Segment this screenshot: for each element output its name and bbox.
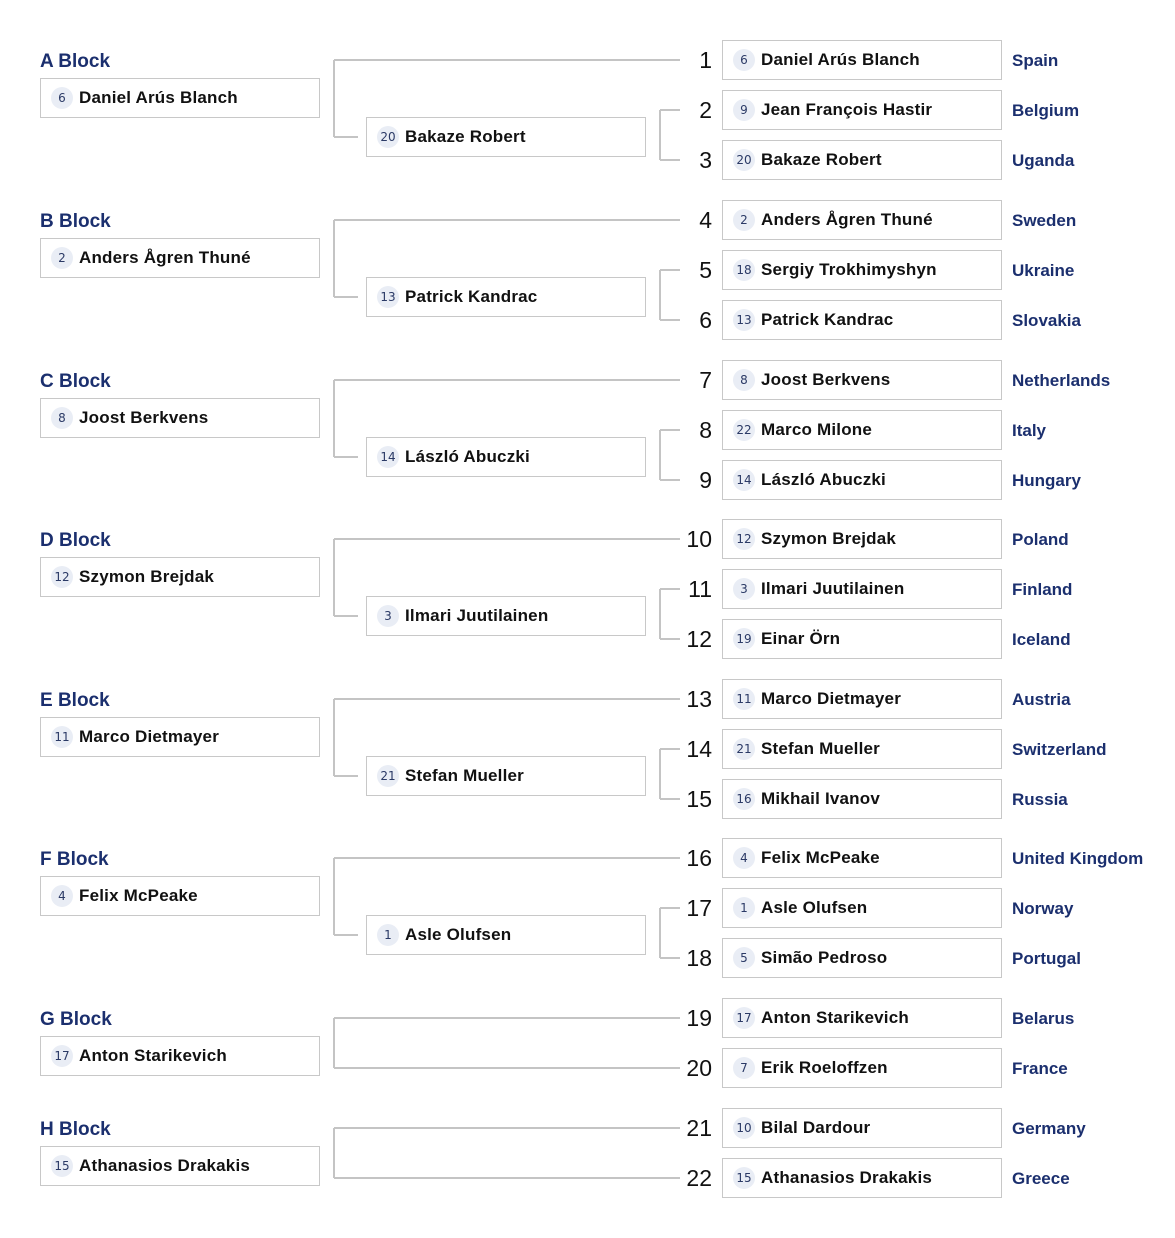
slot-number: 2 bbox=[699, 97, 712, 123]
seed-badge: 17 bbox=[733, 1007, 755, 1029]
country-label: Ukraine bbox=[1012, 261, 1075, 280]
seed-badge: 7 bbox=[733, 1057, 755, 1079]
block-winner-box bbox=[40, 78, 320, 118]
block-winner-box bbox=[40, 557, 320, 597]
seed-badge: 1 bbox=[733, 897, 755, 919]
player-name: Stefan Mueller bbox=[405, 766, 524, 785]
seed-badge: 11 bbox=[51, 726, 73, 748]
slot-player-box bbox=[722, 1158, 1002, 1198]
country-label: Uganda bbox=[1012, 151, 1075, 170]
seed-badge: 18 bbox=[733, 259, 755, 281]
seed-badge: 10 bbox=[733, 1117, 755, 1139]
slot-player-box bbox=[722, 519, 1002, 559]
slot-player-box bbox=[722, 679, 1002, 719]
player-name: Simão Pedroso bbox=[761, 948, 888, 967]
seed-badge: 2 bbox=[51, 247, 73, 269]
slot-number: 17 bbox=[686, 895, 712, 921]
seed-badge: 15 bbox=[733, 1167, 755, 1189]
slot-player-box bbox=[722, 888, 1002, 928]
seed-badge: 12 bbox=[733, 528, 755, 550]
slot-number: 5 bbox=[699, 257, 712, 283]
block-title: H Block bbox=[40, 1119, 111, 1140]
seed-badge: 1 bbox=[377, 924, 399, 946]
seed-badge: 21 bbox=[733, 738, 755, 760]
slot-number: 14 bbox=[686, 736, 712, 762]
block-winner-box bbox=[40, 1146, 320, 1186]
country-label: Portugal bbox=[1012, 949, 1081, 968]
country-label: Sweden bbox=[1012, 211, 1077, 230]
semifinal-box bbox=[366, 596, 646, 636]
seed-badge: 15 bbox=[51, 1155, 73, 1177]
seed-badge: 19 bbox=[733, 628, 755, 650]
country-label: Hungary bbox=[1012, 471, 1081, 490]
slot-number: 12 bbox=[686, 626, 712, 652]
slot-player-box bbox=[722, 1108, 1002, 1148]
block-winner-box bbox=[40, 876, 320, 916]
block-winner-box bbox=[40, 238, 320, 278]
semifinal-box bbox=[366, 437, 646, 477]
seed-badge: 6 bbox=[733, 49, 755, 71]
slot-player-box bbox=[722, 569, 1002, 609]
slot-number: 19 bbox=[686, 1005, 712, 1031]
slot-number: 20 bbox=[686, 1055, 712, 1081]
country-label: Italy bbox=[1012, 421, 1047, 440]
player-name: Bakaze Robert bbox=[761, 150, 882, 169]
country-label: Austria bbox=[1012, 690, 1071, 709]
player-name: Daniel Arús Blanch bbox=[79, 88, 238, 107]
slot-player-box bbox=[722, 938, 1002, 978]
country-label: Slovakia bbox=[1012, 311, 1081, 330]
seed-badge: 8 bbox=[51, 407, 73, 429]
block-title: F Block bbox=[40, 849, 109, 870]
player-name: Szymon Brejdak bbox=[761, 529, 897, 548]
country-label: Russia bbox=[1012, 790, 1068, 809]
player-name: Marco Milone bbox=[761, 420, 873, 439]
country-label: France bbox=[1012, 1059, 1068, 1078]
player-name: Bakaze Robert bbox=[405, 127, 526, 146]
player-name: Patrick Kandrac bbox=[761, 310, 894, 329]
block-title: D Block bbox=[40, 530, 111, 551]
country-label: Iceland bbox=[1012, 630, 1071, 649]
seed-badge: 5 bbox=[733, 947, 755, 969]
player-name: László Abuczki bbox=[761, 470, 886, 489]
seed-badge: 8 bbox=[733, 369, 755, 391]
slot-number: 11 bbox=[688, 576, 712, 602]
slot-number: 7 bbox=[699, 367, 712, 393]
slot-number: 1 bbox=[699, 47, 712, 73]
player-name: Anders Ågren Thuné bbox=[79, 248, 251, 267]
country-label: Belgium bbox=[1012, 101, 1080, 120]
semifinal-box bbox=[366, 117, 646, 157]
slot-number: 15 bbox=[686, 786, 712, 812]
player-name: László Abuczki bbox=[405, 447, 530, 466]
slot-number: 18 bbox=[686, 945, 712, 971]
seed-badge: 3 bbox=[377, 605, 399, 627]
slot-player-box bbox=[722, 250, 1002, 290]
slot-number: 16 bbox=[686, 845, 712, 871]
slot-player-box bbox=[722, 300, 1002, 340]
country-label: Germany bbox=[1012, 1119, 1086, 1138]
block-title: B Block bbox=[40, 211, 111, 232]
player-name: Bilal Dardour bbox=[761, 1118, 871, 1137]
country-label: Norway bbox=[1012, 899, 1074, 918]
player-name: Einar Örn bbox=[761, 629, 841, 648]
seed-badge: 11 bbox=[733, 688, 755, 710]
slot-player-box bbox=[722, 998, 1002, 1038]
slot-player-box bbox=[722, 619, 1002, 659]
seed-badge: 20 bbox=[733, 149, 755, 171]
block-winner-box bbox=[40, 717, 320, 757]
slot-number: 21 bbox=[686, 1115, 712, 1141]
block-title: G Block bbox=[40, 1009, 112, 1030]
seed-badge: 13 bbox=[733, 309, 755, 331]
semifinal-box bbox=[366, 756, 646, 796]
player-name: Ilmari Juutilainen bbox=[405, 606, 549, 625]
slot-number: 4 bbox=[699, 207, 712, 233]
player-name: Marco Dietmayer bbox=[79, 727, 220, 746]
slot-number: 9 bbox=[699, 467, 712, 493]
country-label: United Kingdom bbox=[1012, 849, 1144, 868]
seed-badge: 22 bbox=[733, 419, 755, 441]
player-name: Marco Dietmayer bbox=[761, 689, 902, 708]
player-name: Szymon Brejdak bbox=[79, 567, 215, 586]
player-name: Felix McPeake bbox=[761, 848, 880, 867]
player-name: Erik Roeloffzen bbox=[761, 1058, 888, 1077]
slot-player-box bbox=[722, 140, 1002, 180]
player-name: Athanasios Drakakis bbox=[761, 1168, 933, 1187]
seed-badge: 14 bbox=[377, 446, 399, 468]
player-name: Asle Olufsen bbox=[761, 898, 868, 917]
seed-badge: 16 bbox=[733, 788, 755, 810]
slot-player-box bbox=[722, 410, 1002, 450]
seed-badge: 2 bbox=[733, 209, 755, 231]
player-name: Stefan Mueller bbox=[761, 739, 880, 758]
slot-player-box bbox=[722, 1048, 1002, 1088]
block-title: C Block bbox=[40, 371, 111, 392]
seed-badge: 20 bbox=[377, 126, 399, 148]
slot-number: 10 bbox=[686, 526, 712, 552]
player-name: Sergiy Trokhimyshyn bbox=[761, 260, 937, 279]
player-name: Anton Starikevich bbox=[761, 1008, 909, 1027]
slot-player-box bbox=[722, 90, 1002, 130]
seed-badge: 17 bbox=[51, 1045, 73, 1067]
slot-number: 6 bbox=[699, 307, 712, 333]
slot-player-box bbox=[722, 360, 1002, 400]
player-name: Athanasios Drakakis bbox=[79, 1156, 251, 1175]
seed-badge: 13 bbox=[377, 286, 399, 308]
seed-badge: 9 bbox=[733, 99, 755, 121]
player-name: Anders Ågren Thuné bbox=[761, 210, 933, 229]
player-name: Jean François Hastir bbox=[761, 100, 933, 119]
player-name: Joost Berkvens bbox=[79, 408, 209, 427]
player-name: Ilmari Juutilainen bbox=[761, 579, 905, 598]
slot-number: 22 bbox=[686, 1165, 712, 1191]
slot-player-box bbox=[722, 460, 1002, 500]
player-name: Patrick Kandrac bbox=[405, 287, 538, 306]
seed-badge: 21 bbox=[377, 765, 399, 787]
semifinal-box bbox=[366, 915, 646, 955]
seed-badge: 14 bbox=[733, 469, 755, 491]
seed-badge: 3 bbox=[733, 578, 755, 600]
block-title: E Block bbox=[40, 690, 110, 711]
slot-player-box bbox=[722, 838, 1002, 878]
slot-number: 3 bbox=[699, 147, 712, 173]
country-label: Finland bbox=[1012, 580, 1073, 599]
semifinal-box bbox=[366, 277, 646, 317]
player-name: Asle Olufsen bbox=[405, 925, 512, 944]
country-label: Spain bbox=[1012, 51, 1059, 70]
seed-badge: 12 bbox=[51, 566, 73, 588]
slot-player-box bbox=[722, 200, 1002, 240]
country-label: Switzerland bbox=[1012, 740, 1107, 759]
country-label: Poland bbox=[1012, 530, 1069, 549]
slot-number: 13 bbox=[686, 686, 712, 712]
player-name: Felix McPeake bbox=[79, 886, 198, 905]
player-name: Mikhail Ivanov bbox=[761, 789, 881, 808]
block-winner-box bbox=[40, 398, 320, 438]
seed-badge: 4 bbox=[51, 885, 73, 907]
seed-badge: 6 bbox=[51, 87, 73, 109]
country-label: Netherlands bbox=[1012, 371, 1111, 390]
slot-number: 8 bbox=[699, 417, 712, 443]
slot-player-box bbox=[722, 729, 1002, 769]
country-label: Greece bbox=[1012, 1169, 1070, 1188]
country-label: Belarus bbox=[1012, 1009, 1075, 1028]
player-name: Daniel Arús Blanch bbox=[761, 50, 920, 69]
block-winner-box bbox=[40, 1036, 320, 1076]
slot-player-box bbox=[722, 779, 1002, 819]
player-name: Anton Starikevich bbox=[79, 1046, 227, 1065]
slot-player-box bbox=[722, 40, 1002, 80]
block-title: A Block bbox=[40, 51, 111, 72]
seed-badge: 4 bbox=[733, 847, 755, 869]
player-name: Joost Berkvens bbox=[761, 370, 891, 389]
